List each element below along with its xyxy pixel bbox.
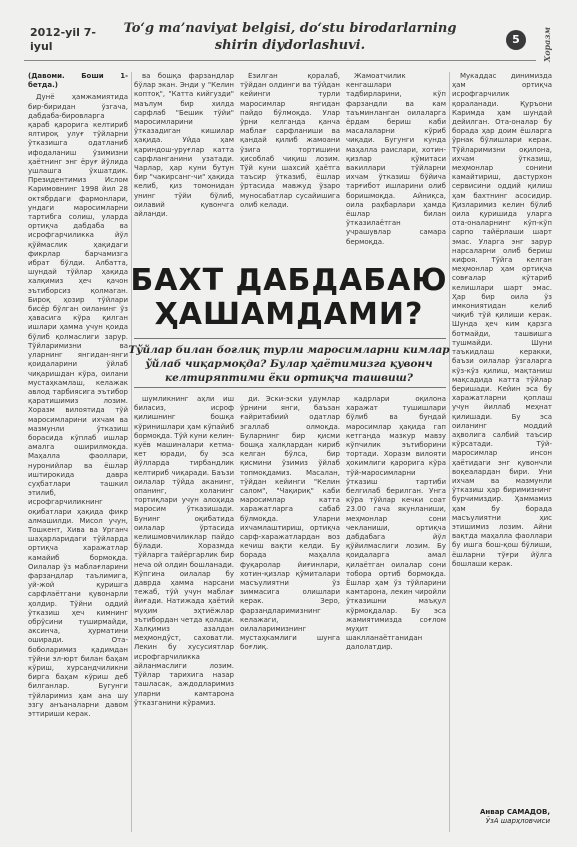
column-3-top <box>240 72 340 260</box>
author-position: ЎзА шарҳловчиси <box>485 817 550 825</box>
column-5-text: Мукаддас динимизда ҳам ортиқча исрофгарчилик қораланади. Қуръони Каримда ҳам шундай дейилган. Ота-оналар бу борада ҳар доим ёшларга ўрнак бўлишлари керак. Тўйларимизни оқилона, ихчам ўтказиш, меҳмонлар сонини камайтириш, дастурхон сервисини оддий қилиш ҳам бахтнинг асосидир. Қизларимиз келин бўлиб оила қуришида уларга ота-оналарнинг кўп-кўп сарпо тайёрлаши шарт эмас. Уларга энг зарур нарсаларни олиб бериш кифоя. Тўйга келган меҳмонлар ҳам ортиқча совғалар кўтариб келишлари шарт эмас. Ҳар бир оила ўз имкониятидан келиб чиқиб тўй қилиши керак. Шунда ҳеч ким қарзга ботмайди, ташвишга тушмайди. Шуни таъкидлаш керакки, баъзи оилалар ўзгаларга кўз-кўз қилиш, мақтаниш мақсадида катта тўйлар беришади. Кейин эса бу харажатларни қоплаш учун йиллаб меҳнат қилишади. Бу эса оиланинг моддий аҳволига салбий таъсир кўрсатади. Тўй-маросимлар инсон ҳаётидаги энг қувончли воқеалардан бири. Уни ихчам ва мазмунли ўтказиш ҳар биримизнинг бурчимиздир. Ҳаммамиз ҳам бу борада масъулиятни ҳис этишимиз лозим. Айни вақтда маҳалла фаоллари бу ишга бош-қош бўлиши, ёшларни тўғри йўлга бошлаши керак. <box>452 72 552 568</box>
author-name: Анвар САМАДОВ, <box>480 808 550 816</box>
page-header <box>0 0 577 64</box>
author-signature <box>452 808 550 826</box>
section-title: To‘g ma’naviyat belgisi, do‘stu birodarlarning shirin diydorlashuvi. <box>123 21 457 53</box>
column-3-bottom <box>240 395 340 833</box>
column-4-top <box>346 72 446 260</box>
column-2-text: ва бошқа фарзандлар бўлар экан. Энди у "Келин коптоқ", "Катта кийгузди" маълум бир хилда сарфлаб "Бешик тўйи" маросимларини ўтказадиган кишилар ҳақида. Уйда ҳам қариндош-уруғлар катта сарфланганини узатади. Чарлар, ҳар куни бутун бир "чакирсанг-чи" ҳақида келиб, қиз томонидан унинг тўйи бўлиб, оилавий қувончга айланди. <box>134 72 234 219</box>
column-divider <box>131 72 132 832</box>
article-headline: БАХТ ДАБДАБАЮ ҲАШАМДАМИ? <box>130 263 448 332</box>
page-number: 5 <box>506 30 526 50</box>
issue-date: 2012-yil 7-iyul <box>30 26 96 53</box>
column-divider <box>449 72 450 832</box>
column-5 <box>452 72 552 806</box>
article-subheadline: Тўйлар билан боғлиқ турли маросимларни кимлар ўйлаб чиқармоқда? Булар ҳаётимизга қувонч келтиряптими ёки ортиқча ташвиш? <box>128 344 450 384</box>
column-4b-text: кадрлари оқилона харажат тушишлари бўлиб ва бундай маросимлар ҳақида гап кетганда мазкур мавзу кўпчилик эътиборини тортади. Хоразм вилояти ҳокимлиги қарорига кўра тўй-маросимларни ўтказиш тартиби белгилаб берилган. Унга кўра тўйлар кечки соат 23.00 гача якунланиши, меҳмонлар сони чекланиши, ортиқча дабдабага йўл қўйилмаслиги лозим. Бу қоидаларга амал қилаётган оилалар сони тобора ортиб бормоқда. Ёшлар ҳам ўз тўйларини камтарона, лекин чиройли ўтказишни маъқул кўрмоқдалар. Бу эса жамиятимизда соғлом муҳит шаклланаётганидан далолатдир. <box>346 395 446 652</box>
column-2-top <box>134 72 234 260</box>
continued-note: (Давоми. Боши 1-бетда.) <box>28 72 128 90</box>
newspaper-logo: Хоразм <box>542 26 552 62</box>
column-4-text: Жамоатчилик кенгашлари тадбирларини, кўп фарзандли ва кам таъминланган оилаларга ёрдам бериш каби масалаларни кўриб чиқади. Бугунги кунда маҳалла раислари, хотин-қизлар қўмитаси вакиллари тўйларни ихчам ўтказиш бўйича тарғибот ишларини олиб боришмоқда. Айниқса, оила раҳбарлари ҳамда ёшлар билан ўтказилаётган учрашувлар самара бермоқда. <box>346 72 446 246</box>
column-4-bottom <box>346 395 446 833</box>
column-3-text: Ёзилган қоралаб, тўйдан олдинги ва тўйдан кейинги турли маросимлар янгидан пайдо бўлмоқда. Улар ўрни келганда қанча маблағ сарфланиши ва қандай қилиб жамоани ўзига тортишини ҳисоблаб чиқиш лозим. Тўй куни шахсий ҳаётга таъсир ўтказиб, ёшлар ўртасида мавжуд ўзаро муносабатлар сусайишига олиб келади. <box>240 72 340 209</box>
column-2b-text: шумликнинг аҳли иш биласиз, исроф қилишнинг бошқа кўринишлари ҳам кўпайиб бормоқда. Тўй куни келин-куёв машиналари кетма-кет юради, бу эса йўлларда тирбандлик келтириб чиқаради. Баъзи оилалар тўйда аканинг, опанинг, холанинг тортиқлари учун алоҳида маросим ўтказишади. Бунинг оқибатида оилалар ўртасида келишмовчиликлар пайдо бўлади. Хоразмда тўйларга тайёргарлик бир неча ой олдин бошланади. Кўпгина оилалар бу даврда ҳамма нарсани тежаб, тўй учун маблағ йиғади. Натижада ҳаётий муҳим эҳтиёжлар эътибордан четда қолади. Халқимиз азалдан меҳмондўст, саховатли. Лекин бу хусусиятлар исрофгарчиликка айланмаслиги лозим. Тўйлар тарихига назар ташласак, аждодларимиз уларни камтарона ўтказганини кўрамиз. <box>134 395 234 707</box>
headline-rule <box>134 338 446 339</box>
column-1-text: Дунё ҳамжамиятида бир-биридан ўзгача, дабдаба-бировларга қараб қарорига келтириб ялтироқ улуғ тўйларни ўтказишга одатланиб ифодаланиш ўзимизни ҳаётнинг энг ёруғ йўлида ушлашга ўхшатдик. Президентимиз Ислом Каримовнинг 1998 йил 28 октябрдаги фармонлари, ундаги маросимларни тартибга солиш, уларда ортиқча дабдаба ва исрофгарчиликка йўл қўймаслик ҳақидаги фикрлар барчамизга ибрат бўлди. Албатта, шундай тўйлар ҳақида халқимиз ҳеч қачон эътиборсиз қолмаган. Бироқ ҳозир тўйлари бисёр бўлган оиланинг ўз ҳавасига кўра қилган ишлари ҳамма учун қоида бўлиб қолмаслиги зарур. Тўйларимизни ва уларнинг янгидан-янги қоидаларини ўйлаб чиқаришдан кўра, оилани мустаҳкамлаш, келажак авлод тарбиясига эътибор қаратишимиз лозим. Хоразм вилоятида тўй маросимларини ихчам ва мазмунли ўтказиш борасида кўплаб ишлар амалга оширилмоқда. Маҳалла фаоллари, нуронийлар ва ёшлар иштирокида давра суҳбатлари ташкил этилиб, исрофгарчиликнинг оқибатлари ҳақида фикр алмашилди. Мисол учун, Тошкент, Хива ва Урганч шаҳарларидаги тўйларда ортиқча харажатлар камайиб бормоқда. Оилалар ўз маблағларини фарзандлар таълимига, уй-жой қуришга сарфлаётгани қувонарли ҳолдир. Тўйни оддий ўтказиш ҳеч кимнинг обрўсини туширмайди, аксинча, ҳурматини оширади. Ота-боболаримиз қадимдан тўйни эл-юрт билан баҳам кўриш, хурсандчиликни бирга баҳам кўриш деб билганлар. Бугунги тўйларимиз ҳам ана шу эзгу анъаналарни давом эттириши керак. <box>28 93 128 719</box>
header-rule <box>24 60 536 61</box>
column-3b-text: ди. Эски-эски удумлар ўрнини янги, баъзан ғайритабиий одатлар эгаллаб олмоқда. Буларнинг бир қисми бошқа халқлардан кириб келган бўлса, бир қисмини ўзимиз ўйлаб топмоқдамиз. Масалан, тўйдан кейинги "Келин салом", "Чақириқ" каби маросимлар катта харажатларга сабаб бўлмоқда. Уларни ихчамлаштириш, ортиқча сарф-харажатлардан воз кечиш вақти келди. Бу борада маҳалла фуқаролар йиғинлари, хотин-қизлар қўмиталари масъулиятни ўз зиммасига олишлари керак. Зеро, фарзандларимизнинг келажаги, оилаларимизнинг мустаҳкамлиги шунга боғлиқ. <box>240 395 340 652</box>
column-1 <box>28 72 128 802</box>
column-2-bottom <box>134 395 234 833</box>
subheadline-rule <box>134 387 446 388</box>
